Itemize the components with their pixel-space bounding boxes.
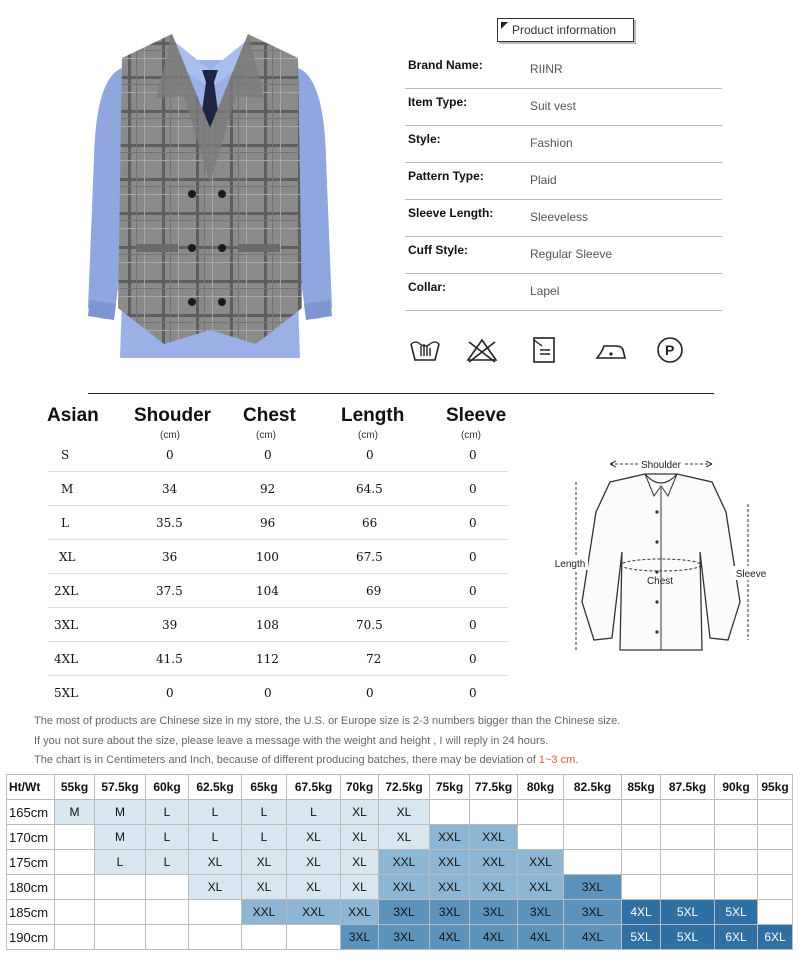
grid-cell: L — [242, 800, 287, 825]
size-cell: XL — [59, 550, 76, 564]
grid-cell: XL — [379, 800, 430, 825]
size-row — [48, 472, 508, 506]
size-row — [48, 676, 508, 710]
size-cell: 66 — [362, 516, 378, 530]
hand-wash-icon — [408, 336, 442, 364]
info-label: Collar: — [408, 280, 447, 294]
weight-header: 95kg — [758, 775, 793, 800]
size-cell: S — [61, 448, 70, 462]
grid-cell — [287, 925, 341, 950]
grid-cell — [55, 825, 95, 850]
note-contact: If you not sure about the size, please leave a message with the weight and height , I will reply in 24 hours. — [34, 735, 549, 747]
size-cell: 64.5 — [356, 482, 383, 496]
grid-cell — [622, 800, 661, 825]
info-row-item-type — [405, 89, 722, 126]
size-cell: 0 — [264, 448, 272, 462]
grid-row-185 — [7, 900, 793, 925]
size-cell: 0 — [469, 652, 477, 666]
size-cell: 100 — [256, 550, 279, 564]
info-value: Lapel — [530, 284, 560, 298]
info-row-pattern — [405, 163, 722, 200]
info-label: Item Type: — [408, 95, 468, 109]
grid-cell: XXL — [430, 850, 470, 875]
size-cell: 0 — [469, 448, 477, 462]
grid-cell: L — [146, 825, 189, 850]
size-cell: 0 — [264, 686, 272, 700]
note-size-difference: The most of products are Chinese size in my store, the U.S. or Europe size is 2-3 numbers bigger than the Chinese size. — [34, 715, 621, 727]
weight-header: 90kg — [715, 775, 758, 800]
size-cell: 67.5 — [356, 550, 383, 564]
info-label: Cuff Style: — [408, 243, 468, 257]
deviation-highlight: 1~3 cm. — [538, 754, 579, 766]
size-cell: 39 — [162, 618, 178, 632]
grid-cell — [518, 800, 564, 825]
grid-cell: XXL — [242, 900, 287, 925]
size-cell: 36 — [162, 550, 178, 564]
size-cell: 0 — [166, 686, 174, 700]
weight-header: 85kg — [622, 775, 661, 800]
grid-cell: 3XL — [341, 925, 379, 950]
grid-header-row — [7, 775, 793, 800]
grid-cell — [564, 850, 622, 875]
weight-header: 75kg — [430, 775, 470, 800]
note-deviation-text: The chart is in Centimeters and Inch, because of different producing batches, there may be deviation of — [34, 754, 539, 766]
size-header-chest: Chest — [243, 405, 296, 426]
size-cell: 0 — [469, 618, 477, 632]
size-header-shoulder: Shouder — [134, 405, 212, 426]
grid-cell — [189, 900, 242, 925]
grid-cell: L — [242, 825, 287, 850]
grid-cell: L — [189, 825, 242, 850]
grid-cell: XXL — [518, 850, 564, 875]
grid-cell: L — [189, 800, 242, 825]
grid-cell — [758, 800, 793, 825]
info-row-brand — [405, 52, 722, 89]
info-row-cuff — [405, 237, 722, 274]
grid-cell: 3XL — [564, 875, 622, 900]
size-header-sleeve: Sleeve — [446, 405, 507, 426]
size-cell: 0 — [469, 550, 477, 564]
size-cell: 0 — [469, 516, 477, 530]
grid-cell: 3XL — [564, 900, 622, 925]
chest-label: Chest — [646, 576, 674, 587]
grid-row-180 — [7, 875, 793, 900]
grid-cell — [758, 850, 793, 875]
size-cell: 70.5 — [356, 618, 383, 632]
height-label: 170cm — [7, 825, 55, 850]
size-cell: 37.5 — [156, 584, 183, 598]
weight-header: 62.5kg — [189, 775, 242, 800]
grid-cell: L — [146, 850, 189, 875]
grid-cell: XXL — [518, 875, 564, 900]
size-cell: 72 — [366, 652, 382, 666]
size-cell: 3XL — [54, 618, 79, 632]
weight-header: 77.5kg — [470, 775, 518, 800]
size-cell: 41.5 — [156, 652, 183, 666]
size-cell: 2XL — [54, 584, 79, 598]
info-value: RIINR — [530, 62, 563, 76]
grid-cell: XXL — [470, 850, 518, 875]
size-cell: 112 — [256, 652, 279, 666]
grid-cell: 3XL — [518, 900, 564, 925]
size-cell: 35.5 — [156, 516, 183, 530]
weight-header: 70kg — [341, 775, 379, 800]
svg-text:P: P — [665, 342, 675, 358]
grid-cell: 4XL — [622, 900, 661, 925]
grid-cell: 6XL — [715, 925, 758, 950]
grid-cell — [146, 875, 189, 900]
grid-cell — [55, 850, 95, 875]
grid-cell: 4XL — [430, 925, 470, 950]
grid-cell: M — [95, 825, 146, 850]
size-row — [48, 574, 508, 608]
grid-cell: 4XL — [518, 925, 564, 950]
size-cell: 0 — [469, 584, 477, 598]
grid-cell — [715, 800, 758, 825]
sleeve-label: Sleeve — [735, 569, 767, 580]
grid-row-165 — [7, 800, 793, 825]
size-row — [48, 438, 508, 472]
unit-label: (cm) — [160, 430, 180, 441]
grid-cell: XL — [287, 825, 341, 850]
grid-cell — [622, 850, 661, 875]
grid-cell: XL — [341, 825, 379, 850]
info-value: Suit vest — [530, 99, 577, 113]
grid-row-170 — [7, 825, 793, 850]
grid-cell — [758, 900, 793, 925]
grid-cell — [55, 900, 95, 925]
length-label: Length — [554, 559, 586, 570]
grid-cell — [55, 925, 95, 950]
grid-cell: XXL — [379, 875, 430, 900]
grid-cell: XXL — [379, 850, 430, 875]
height-label: 185cm — [7, 900, 55, 925]
size-cell: 0 — [366, 686, 374, 700]
grid-cell: 3XL — [379, 925, 430, 950]
grid-cell: XL — [242, 875, 287, 900]
grid-cell — [95, 875, 146, 900]
size-cell: L — [61, 516, 69, 530]
info-row-collar — [405, 274, 722, 311]
size-cell: 4XL — [54, 652, 79, 666]
low-iron-icon — [594, 336, 628, 364]
height-label: 190cm — [7, 925, 55, 950]
grid-cell — [622, 875, 661, 900]
size-cell: 0 — [469, 686, 477, 700]
weight-header: 80kg — [518, 775, 564, 800]
size-cell: M — [61, 482, 74, 496]
info-row-style — [405, 126, 722, 163]
grid-cell: L — [146, 800, 189, 825]
grid-cell: XXL — [430, 825, 470, 850]
size-row — [48, 608, 508, 642]
unit-label: (cm) — [358, 430, 378, 441]
grid-cell — [470, 800, 518, 825]
size-cell: 69 — [366, 584, 382, 598]
section-divider — [88, 393, 714, 394]
weight-header: 57.5kg — [95, 775, 146, 800]
size-cell: 104 — [256, 584, 279, 598]
weight-header: 65kg — [242, 775, 287, 800]
grid-cell: XXL — [430, 875, 470, 900]
grid-cell: 5XL — [661, 900, 715, 925]
info-label: Pattern Type: — [408, 169, 484, 183]
info-value: Sleeveless — [530, 210, 589, 224]
grid-cell: 3XL — [379, 900, 430, 925]
grid-cell: 3XL — [470, 900, 518, 925]
grid-cell: 4XL — [470, 925, 518, 950]
grid-cell: XL — [189, 850, 242, 875]
grid-cell: 5XL — [661, 925, 715, 950]
grid-cell: L — [95, 850, 146, 875]
grid-cell: XL — [287, 875, 341, 900]
size-cell: 0 — [166, 448, 174, 462]
height-label: 175cm — [7, 850, 55, 875]
grid-cell: XXL — [341, 900, 379, 925]
height-label: 165cm — [7, 800, 55, 825]
size-cell: 34 — [162, 482, 178, 496]
size-row — [48, 506, 508, 540]
weight-header: 55kg — [55, 775, 95, 800]
hang-dry-icon — [528, 336, 562, 364]
info-label: Sleeve Length: — [408, 206, 494, 220]
grid-cell — [622, 825, 661, 850]
size-header-asian: Asian — [47, 405, 99, 426]
grid-cell — [715, 875, 758, 900]
grid-cell: XL — [341, 800, 379, 825]
grid-row-190 — [7, 925, 793, 950]
info-label: Brand Name: — [408, 58, 483, 72]
grid-cell — [95, 925, 146, 950]
grid-cell — [661, 875, 715, 900]
grid-row-175 — [7, 850, 793, 875]
note-deviation — [34, 754, 578, 766]
product-photo — [60, 8, 360, 380]
grid-corner: Ht/Wt — [7, 775, 55, 800]
grid-cell — [189, 925, 242, 950]
grid-cell — [758, 875, 793, 900]
grid-cell: 4XL — [564, 925, 622, 950]
grid-cell — [146, 925, 189, 950]
grid-cell — [661, 800, 715, 825]
info-row-sleeve — [405, 200, 722, 237]
weight-header: 60kg — [146, 775, 189, 800]
grid-cell — [564, 800, 622, 825]
grid-cell: 3XL — [430, 900, 470, 925]
shoulder-label: Shoulder — [640, 460, 682, 471]
grid-cell — [242, 925, 287, 950]
info-value: Plaid — [530, 173, 557, 187]
grid-cell — [146, 900, 189, 925]
grid-cell — [518, 825, 564, 850]
product-info-title: Product information — [497, 18, 634, 42]
size-cell: 0 — [469, 482, 477, 496]
grid-cell: XXL — [470, 875, 518, 900]
info-label: Style: — [408, 132, 441, 146]
size-cell: 0 — [366, 448, 374, 462]
grid-cell — [661, 825, 715, 850]
grid-cell — [758, 825, 793, 850]
grid-cell — [430, 800, 470, 825]
grid-cell: 5XL — [715, 900, 758, 925]
weight-header: 72.5kg — [379, 775, 430, 800]
grid-cell: XXL — [287, 900, 341, 925]
grid-cell — [715, 850, 758, 875]
no-bleach-icon — [465, 336, 499, 364]
grid-cell: 6XL — [758, 925, 793, 950]
grid-cell: XL — [379, 825, 430, 850]
grid-cell: XL — [341, 850, 379, 875]
grid-cell — [661, 850, 715, 875]
grid-cell — [55, 875, 95, 900]
size-cell: 96 — [260, 516, 276, 530]
grid-cell: XL — [287, 850, 341, 875]
size-row — [48, 540, 508, 574]
size-recommendation-grid — [6, 774, 793, 950]
size-cell: 5XL — [54, 686, 79, 700]
grid-cell: M — [95, 800, 146, 825]
height-label: 180cm — [7, 875, 55, 900]
grid-cell — [715, 825, 758, 850]
grid-cell: XXL — [470, 825, 518, 850]
grid-cell: 5XL — [622, 925, 661, 950]
grid-cell: XL — [189, 875, 242, 900]
grid-cell: XL — [341, 875, 379, 900]
grid-cell: XL — [242, 850, 287, 875]
weight-header: 82.5kg — [564, 775, 622, 800]
grid-cell — [95, 900, 146, 925]
info-value: Fashion — [530, 136, 573, 150]
weight-header: 87.5kg — [661, 775, 715, 800]
unit-label: (cm) — [256, 430, 276, 441]
size-row — [48, 642, 508, 676]
grid-cell — [564, 825, 622, 850]
dry-clean-p-icon — [655, 336, 689, 364]
size-cell: 108 — [256, 618, 279, 632]
size-header-length: Length — [341, 405, 405, 426]
measurement-diagram — [550, 452, 772, 658]
grid-cell: L — [287, 800, 341, 825]
size-cell: 92 — [260, 482, 276, 496]
weight-header: 67.5kg — [287, 775, 341, 800]
grid-cell: M — [55, 800, 95, 825]
info-value: Regular Sleeve — [530, 247, 613, 261]
unit-label: (cm) — [461, 430, 481, 441]
